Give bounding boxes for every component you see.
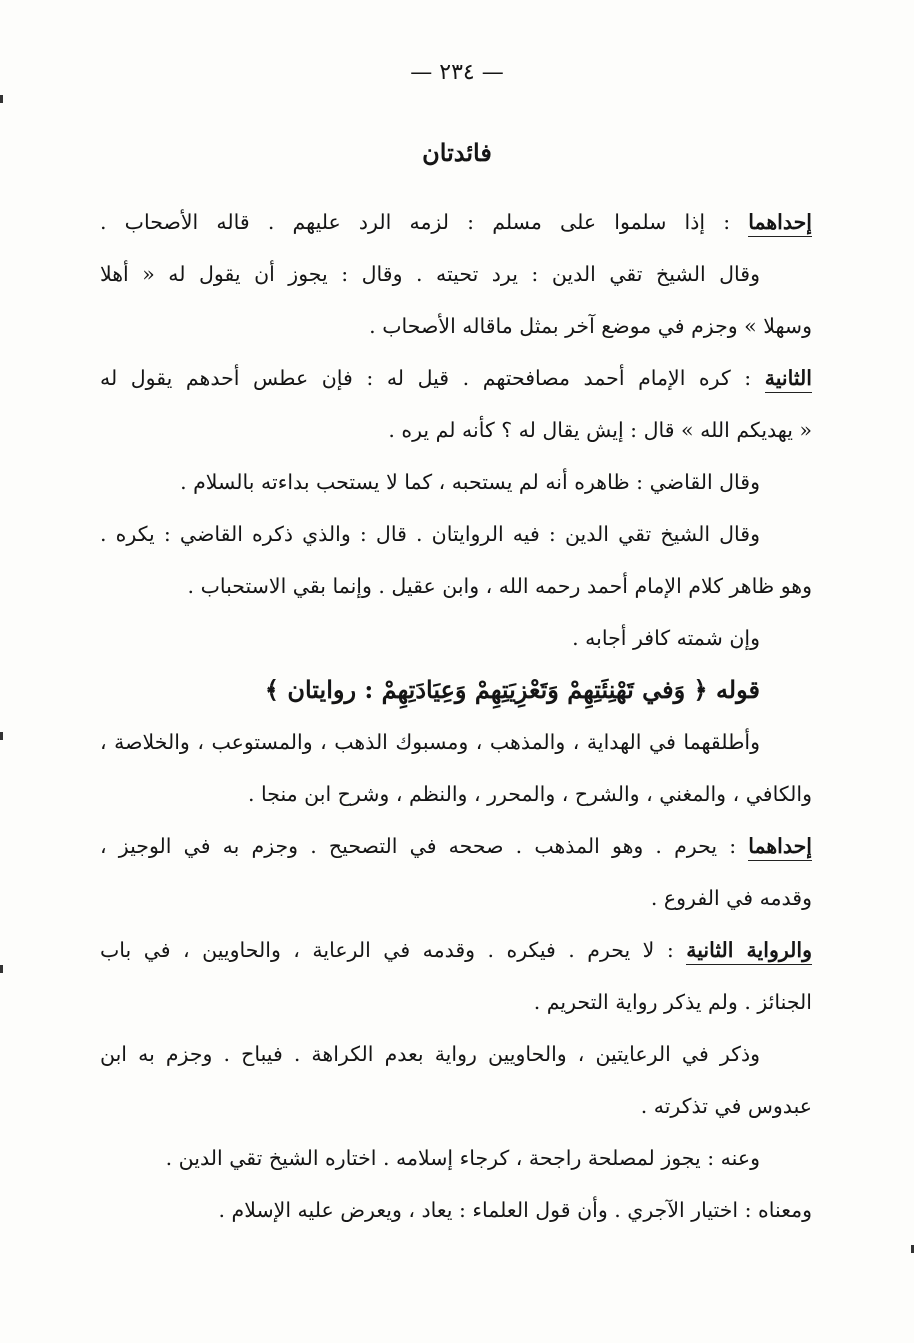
text-line [100, 924, 812, 976]
text-line [100, 560, 812, 612]
text-line [100, 352, 812, 404]
line-text: : كره الإمام أحمد مصافحتهم . قيل له : فإن عطس أحدهم يقول له [100, 366, 765, 390]
quran-quote: قوله ﴿ وَفي تَهْنِئَتِهِمْ وَتَعْزِيَتِهِمْ وَعِيَادَتِهِمْ : روايتان ﴾ [264, 675, 760, 704]
text-line [100, 716, 812, 768]
line-text: ومعناه : اختيار الآجري . وأن قول العلماء : يعاد ، ويعرض عليه الإسلام . [218, 1198, 812, 1222]
line-text: وعنه : يجوز لمصلحة راجحة ، كرجاء إسلامه . اختاره الشيخ تقي الدين . [165, 1146, 760, 1170]
body-text [100, 196, 812, 1236]
text-line [100, 820, 812, 872]
line-text: وأطلقهما في الهداية ، والمذهب ، ومسبوك الذهب ، والمستوعب ، والخلاصة ، [100, 730, 760, 754]
line-text: : يحرم . وهو المذهب . صححه في التصحيح . وجزم به في الوجيز ، [100, 834, 749, 858]
quran-heading-line [100, 664, 812, 716]
underlined-term: إحداهما [748, 834, 812, 861]
underlined-term: إحداهما [748, 210, 812, 237]
line-text: وإن شمته كافر أجابه . [572, 626, 760, 650]
text-line [100, 1080, 812, 1132]
text-line [100, 404, 812, 456]
scan-edge-mark [0, 732, 3, 740]
line-text: وقدمه في الفروع . [650, 886, 812, 910]
text-line [100, 768, 812, 820]
text-line [100, 612, 812, 664]
section-heading: فائدتان [422, 138, 492, 167]
text-line [100, 248, 812, 300]
line-text: وقال القاضي : ظاهره أنه لم يستحبه ، كما لا يستحب بداءته بالسلام . [180, 470, 760, 494]
line-text: : إذا سلموا على مسلم : لزمه الرد عليهم . قاله الأصحاب . [100, 210, 749, 234]
text-line [100, 456, 812, 508]
line-text: « يهديكم الله » قال : إيش يقال له ؟ كأنه لم يره . [388, 418, 812, 442]
text-line [100, 1132, 812, 1184]
underlined-term: الثانية [765, 366, 812, 393]
line-text: وقال الشيخ تقي الدين : يرد تحيته . وقال : يجوز أن يقول له « أهلا [100, 262, 760, 286]
text-line [100, 196, 812, 248]
line-text: وهو ظاهر كلام الإمام أحمد رحمه الله ، وابن عقيل . وإنما بقي الاستحباب . [187, 574, 812, 598]
text-line [100, 1184, 812, 1236]
text-line [100, 872, 812, 924]
scan-edge-mark [0, 95, 3, 103]
line-text: الجنائز . ولم يذكر رواية التحريم . [533, 990, 812, 1014]
text-line [100, 300, 812, 352]
underlined-term: والرواية الثانية [686, 938, 812, 965]
text-line [100, 508, 812, 560]
text-line [100, 976, 812, 1028]
line-text: عبدوس في تذكرته . [640, 1094, 812, 1118]
line-text: : لا يحرم . فيكره . وقدمه في الرعاية ، والحاويين ، في باب [100, 938, 687, 962]
page-number: — ٢٣٤ — [410, 60, 504, 85]
scan-edge-mark [0, 965, 3, 973]
line-text: وقال الشيخ تقي الدين : فيه الروايتان . قال : والذي ذكره القاضي : يكره . [100, 522, 760, 546]
line-text: وسهلا » وجزم في موضع آخر بمثل ماقاله الأصحاب . [369, 314, 812, 338]
line-text: وذكر في الرعايتين ، والحاويين رواية بعدم الكراهة . فيباح . وجزم به ابن [100, 1042, 760, 1066]
line-text: والكافي ، والمغني ، والشرح ، والمحرر ، والنظم ، وشرح ابن منجا . [247, 782, 812, 806]
text-line [100, 1028, 812, 1080]
